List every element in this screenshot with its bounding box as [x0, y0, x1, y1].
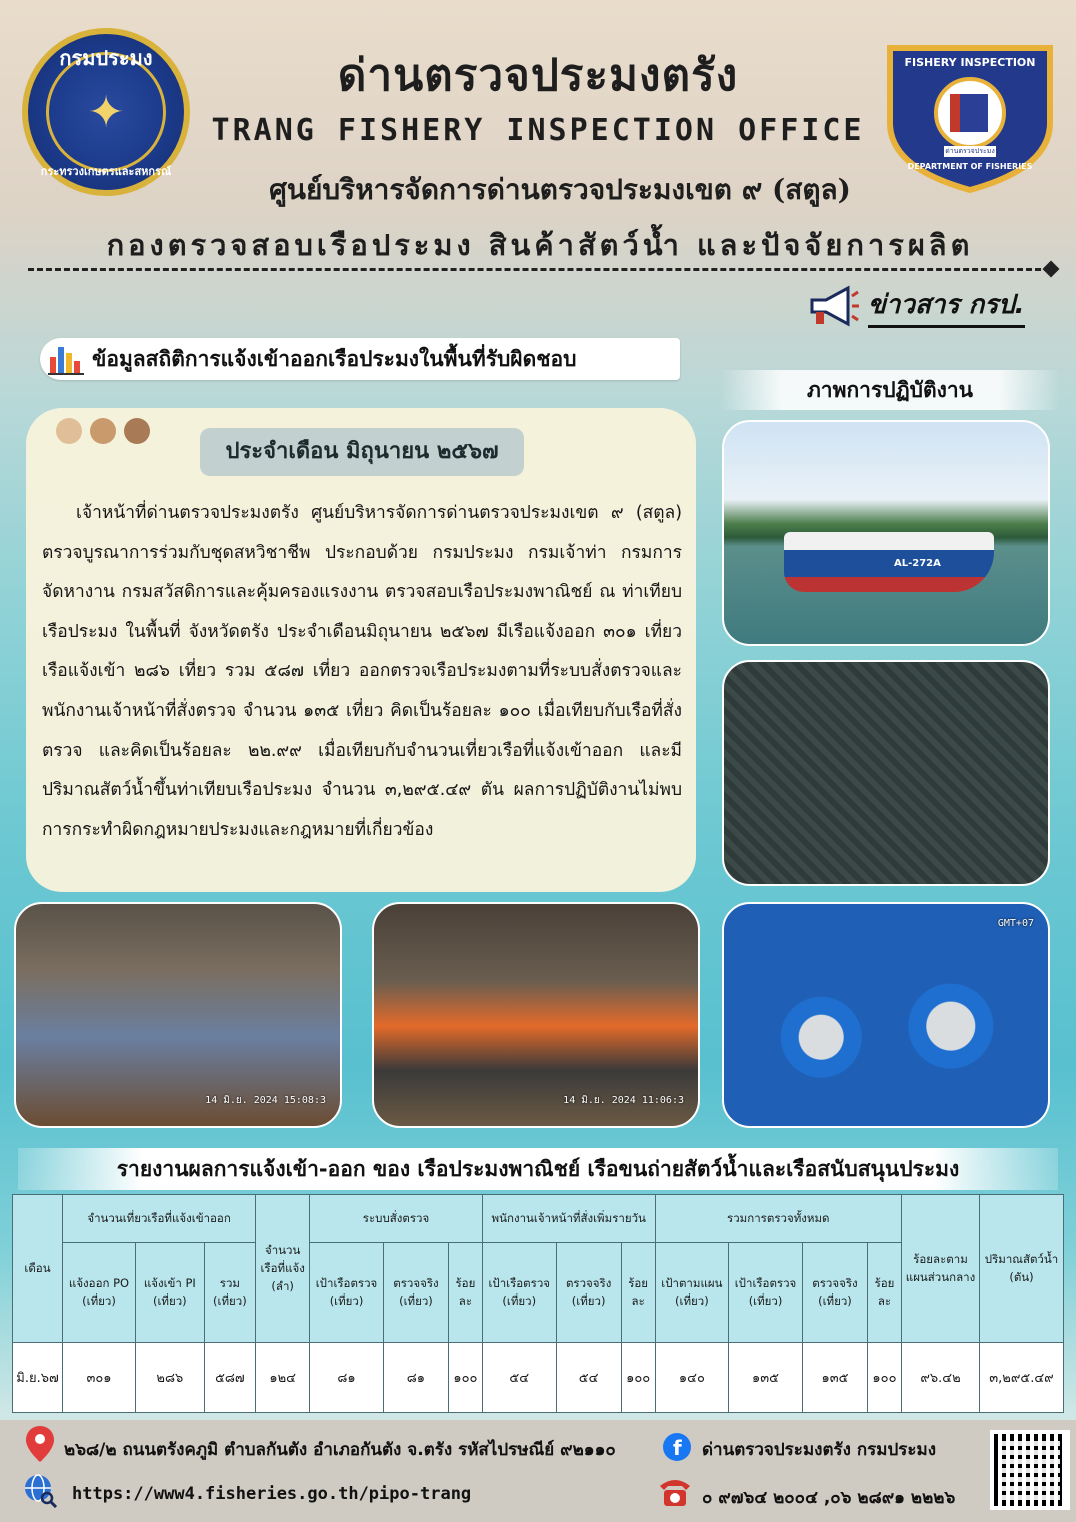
cell-off-pct: ๑๐๐ — [621, 1343, 655, 1413]
cell-all-actual: ๑๓๕ — [802, 1343, 867, 1413]
bar-chart-icon — [48, 343, 84, 375]
footer-facebook-link[interactable]: ด่านตรวจประมงตรัง กรมประมง — [702, 1440, 937, 1460]
photo-timestamp: GMT+07 — [997, 918, 1034, 929]
emblem-icon: ✦ — [46, 52, 166, 172]
page-subtitle-division: กองตรวจสอบเรือประมง สินค้าสัตว์น้ำ และปัจจัยการผลิต — [106, 228, 974, 262]
cell-quantity: ๓,๒๙๕.๔๙ — [980, 1343, 1064, 1413]
fisheries-dept-logo — [22, 28, 190, 196]
report-table-title: รายงานผลการแจ้งเข้า-ออก ของ เรือประมงพาณิชย์ เรือขนถ่ายสัตว์น้ำและเรือสนับสนุนประมง — [18, 1148, 1058, 1190]
location-pin-icon — [24, 1424, 56, 1464]
report-table — [12, 1194, 1064, 1413]
logo-left-bottom-text: กระทรวงเกษตรและสหกรณ์ — [40, 165, 172, 178]
photo-crew-lineup — [372, 902, 700, 1128]
cell-out: ๓๐๑ — [63, 1343, 136, 1413]
photos-heading: ภาพการปฏิบัติงาน — [720, 370, 1060, 410]
logo-right-bottom-text: DEPARTMENT OF FISHERIES — [907, 162, 1033, 171]
photo-inspection-desk — [14, 902, 342, 1128]
cell-off-target: ๕๔ — [482, 1343, 556, 1413]
cell-all-pct: ๑๐๐ — [867, 1343, 901, 1413]
th-boats: จำนวนเรือที่แจ้ง (ลำ) — [256, 1195, 310, 1343]
logo-right-center-text: ด่านตรวจประมง — [945, 147, 995, 155]
cell-all-target: ๑๓๕ — [729, 1343, 803, 1413]
footer-address: ๒๖๘/๒ ถนนตรังคภูมิ ตำบลกันตัง อำเภอกันตัง จ.ตรัง รหัสไปรษณีย์ ๙๒๑๑๐ — [64, 1440, 616, 1460]
photo-fishing-boat — [722, 420, 1050, 646]
footer-phone: ๐ ๙๗๖๔ ๒๐๐๔ ,๐๖ ๒๘๙๑ ๒๒๒๖ — [702, 1488, 956, 1508]
th-sys-pct: ร้อยละ — [448, 1243, 482, 1343]
month-label: ประจำเดือน มิถุนายน ๒๕๖๗ — [200, 428, 524, 476]
globe-icon — [22, 1472, 58, 1508]
photo-fishing-nets — [722, 660, 1050, 886]
logo-left-top-text: กรมประมง — [59, 46, 153, 70]
cell-all-plan: ๑๔๐ — [655, 1343, 729, 1413]
telephone-icon — [656, 1474, 694, 1508]
cell-sys-actual: ๘๑ — [383, 1343, 448, 1413]
facebook-icon[interactable] — [662, 1432, 692, 1462]
stats-heading-label: ข้อมูลสถิติการแจ้งเข้าออกเรือประมงในพื้นที่รับผิดชอบ — [92, 346, 577, 371]
cell-pct-central: ๙๖.๔๒ — [902, 1343, 980, 1413]
header-divider — [28, 268, 1050, 271]
th-in: แจ้งเข้า PI (เที่ยว) — [136, 1243, 205, 1343]
table-row — [13, 1343, 1064, 1413]
photo-fish-baskets — [722, 902, 1050, 1128]
th-trips-group: จำนวนเที่ยวเรือที่แจ้งเข้าออก — [63, 1195, 256, 1243]
th-pct-central: ร้อยละตามแผนส่วนกลาง — [902, 1195, 980, 1343]
th-sys-target: เป้าเรือตรวจ (เที่ยว) — [310, 1243, 384, 1343]
cell-in: ๒๘๖ — [136, 1343, 205, 1413]
th-officer-group: พนักงานเจ้าหน้าที่สั่งเพิ่มรายวัน — [482, 1195, 655, 1243]
cell-sys-target: ๘๑ — [310, 1343, 384, 1413]
th-month: เดือน — [13, 1195, 63, 1343]
th-system-group: ระบบสั่งตรวจ — [310, 1195, 483, 1243]
cell-total: ๕๘๗ — [204, 1343, 256, 1413]
qr-code[interactable] — [990, 1430, 1070, 1510]
summary-body: เจ้าหน้าที่ด่านตรวจประมงตรัง ศูนย์บริหารจัดการด่านตรวจประมงเขต ๙ (สตูล) ตรวจบูรณาการร่วมกับชุดสหวิชาชีพ ประกอบด้วย กรมประมง กรมเจ้าท่า กรมการจัดหางาน กรมสวัสดิการและคุ้มครองแรงงาน ตรวจสอบเรือประมงพาณิชย์ ณ ท่าเทียบเรือประมง ในพื้นที่ จังหวัดตรัง ประจำเดือนมิถุนายน ๒๕๖๗ มีเรือแจ้งออก ๓๐๑ เที่ยว เรือแจ้งเข้า ๒๘๖ เที่ยว รวม ๕๘๗ เที่ยว ออกตรวจเรือประมงตามที่ระบบสั่งตรวจและพนักงานเจ้าหน้าที่สั่งตรวจ จำนวน ๑๓๕ เที่ยว คิดเป็นร้อยละ ๑๐๐ เมื่อเทียบกับเรือที่สั่งตรวจ และคิดเป็นร้อยละ ๒๒.๙๙ เมื่อเทียบกับจำนวนเที่ยวเรือที่แจ้งเข้าออก และมีปริมาณสัตว์น้ำขึ้นท่าเทียบเรือประมง จำนวน ๓,๒๙๕.๔๙ ตัน ผลการปฏิบัติงานไม่พบการกระทำผิดกฎหมายประมงและกฎหมายที่เกี่ยวข้อง — [42, 503, 682, 840]
logo-right-top-text: FISHERY INSPECTION — [904, 56, 1036, 69]
page-title-th: ด่านตรวจประมงตรัง — [337, 50, 739, 101]
page-title-en: TRANG FISHERY INSPECTION OFFICE — [211, 113, 865, 148]
th-total: รวม (เที่ยว) — [204, 1243, 256, 1343]
photo-timestamp: 14 มิ.ย. 2024 11:06:3 — [563, 1095, 684, 1106]
th-off-target: เป้าเรือตรวจ (เที่ยว) — [482, 1243, 556, 1343]
th-sys-actual: ตรวจจริง (เที่ยว) — [383, 1243, 448, 1343]
th-quantity: ปริมาณสัตว์น้ำ (ตัน) — [980, 1195, 1064, 1343]
th-all-pct: ร้อยละ — [867, 1243, 901, 1343]
divider-end-dot — [1043, 261, 1060, 278]
th-all-group: รวมการตรวจทั้งหมด — [655, 1195, 901, 1243]
page-subtitle-center: ศูนย์บริหารจัดการด่านตรวจประมงเขต ๙ (สตูล) — [269, 173, 851, 206]
megaphone-icon — [808, 282, 860, 330]
footer-website-link[interactable]: https://www4.fisheries.go.th/pipo-trang — [72, 1484, 472, 1504]
th-all-target: เป้าเรือตรวจ (เที่ยว) — [729, 1243, 803, 1343]
cell-sys-pct: ๑๐๐ — [448, 1343, 482, 1413]
photo-timestamp: 14 มิ.ย. 2024 15:08:3 — [205, 1095, 326, 1106]
th-off-actual: ตรวจจริง (เที่ยว) — [556, 1243, 621, 1343]
cell-boats: ๑๒๔ — [256, 1343, 310, 1413]
cell-off-actual: ๕๔ — [556, 1343, 621, 1413]
th-all-actual: ตรวจจริง (เที่ยว) — [802, 1243, 867, 1343]
th-off-pct: ร้อยละ — [621, 1243, 655, 1343]
svg-text:f: f — [673, 1436, 682, 1460]
news-badge-label: ข่าวสาร กรป. — [868, 284, 1025, 328]
boat-registration-text: AL-272A — [894, 558, 941, 569]
news-badge — [808, 280, 1048, 332]
stats-heading — [40, 338, 680, 380]
th-out: แจ้งออก PO (เที่ยว) — [63, 1243, 136, 1343]
cell-month: มิ.ย.๖๗ — [13, 1343, 63, 1413]
th-all-plan: เป้าตามแผน (เที่ยว) — [655, 1243, 729, 1343]
card-decoration-dots — [56, 418, 150, 444]
